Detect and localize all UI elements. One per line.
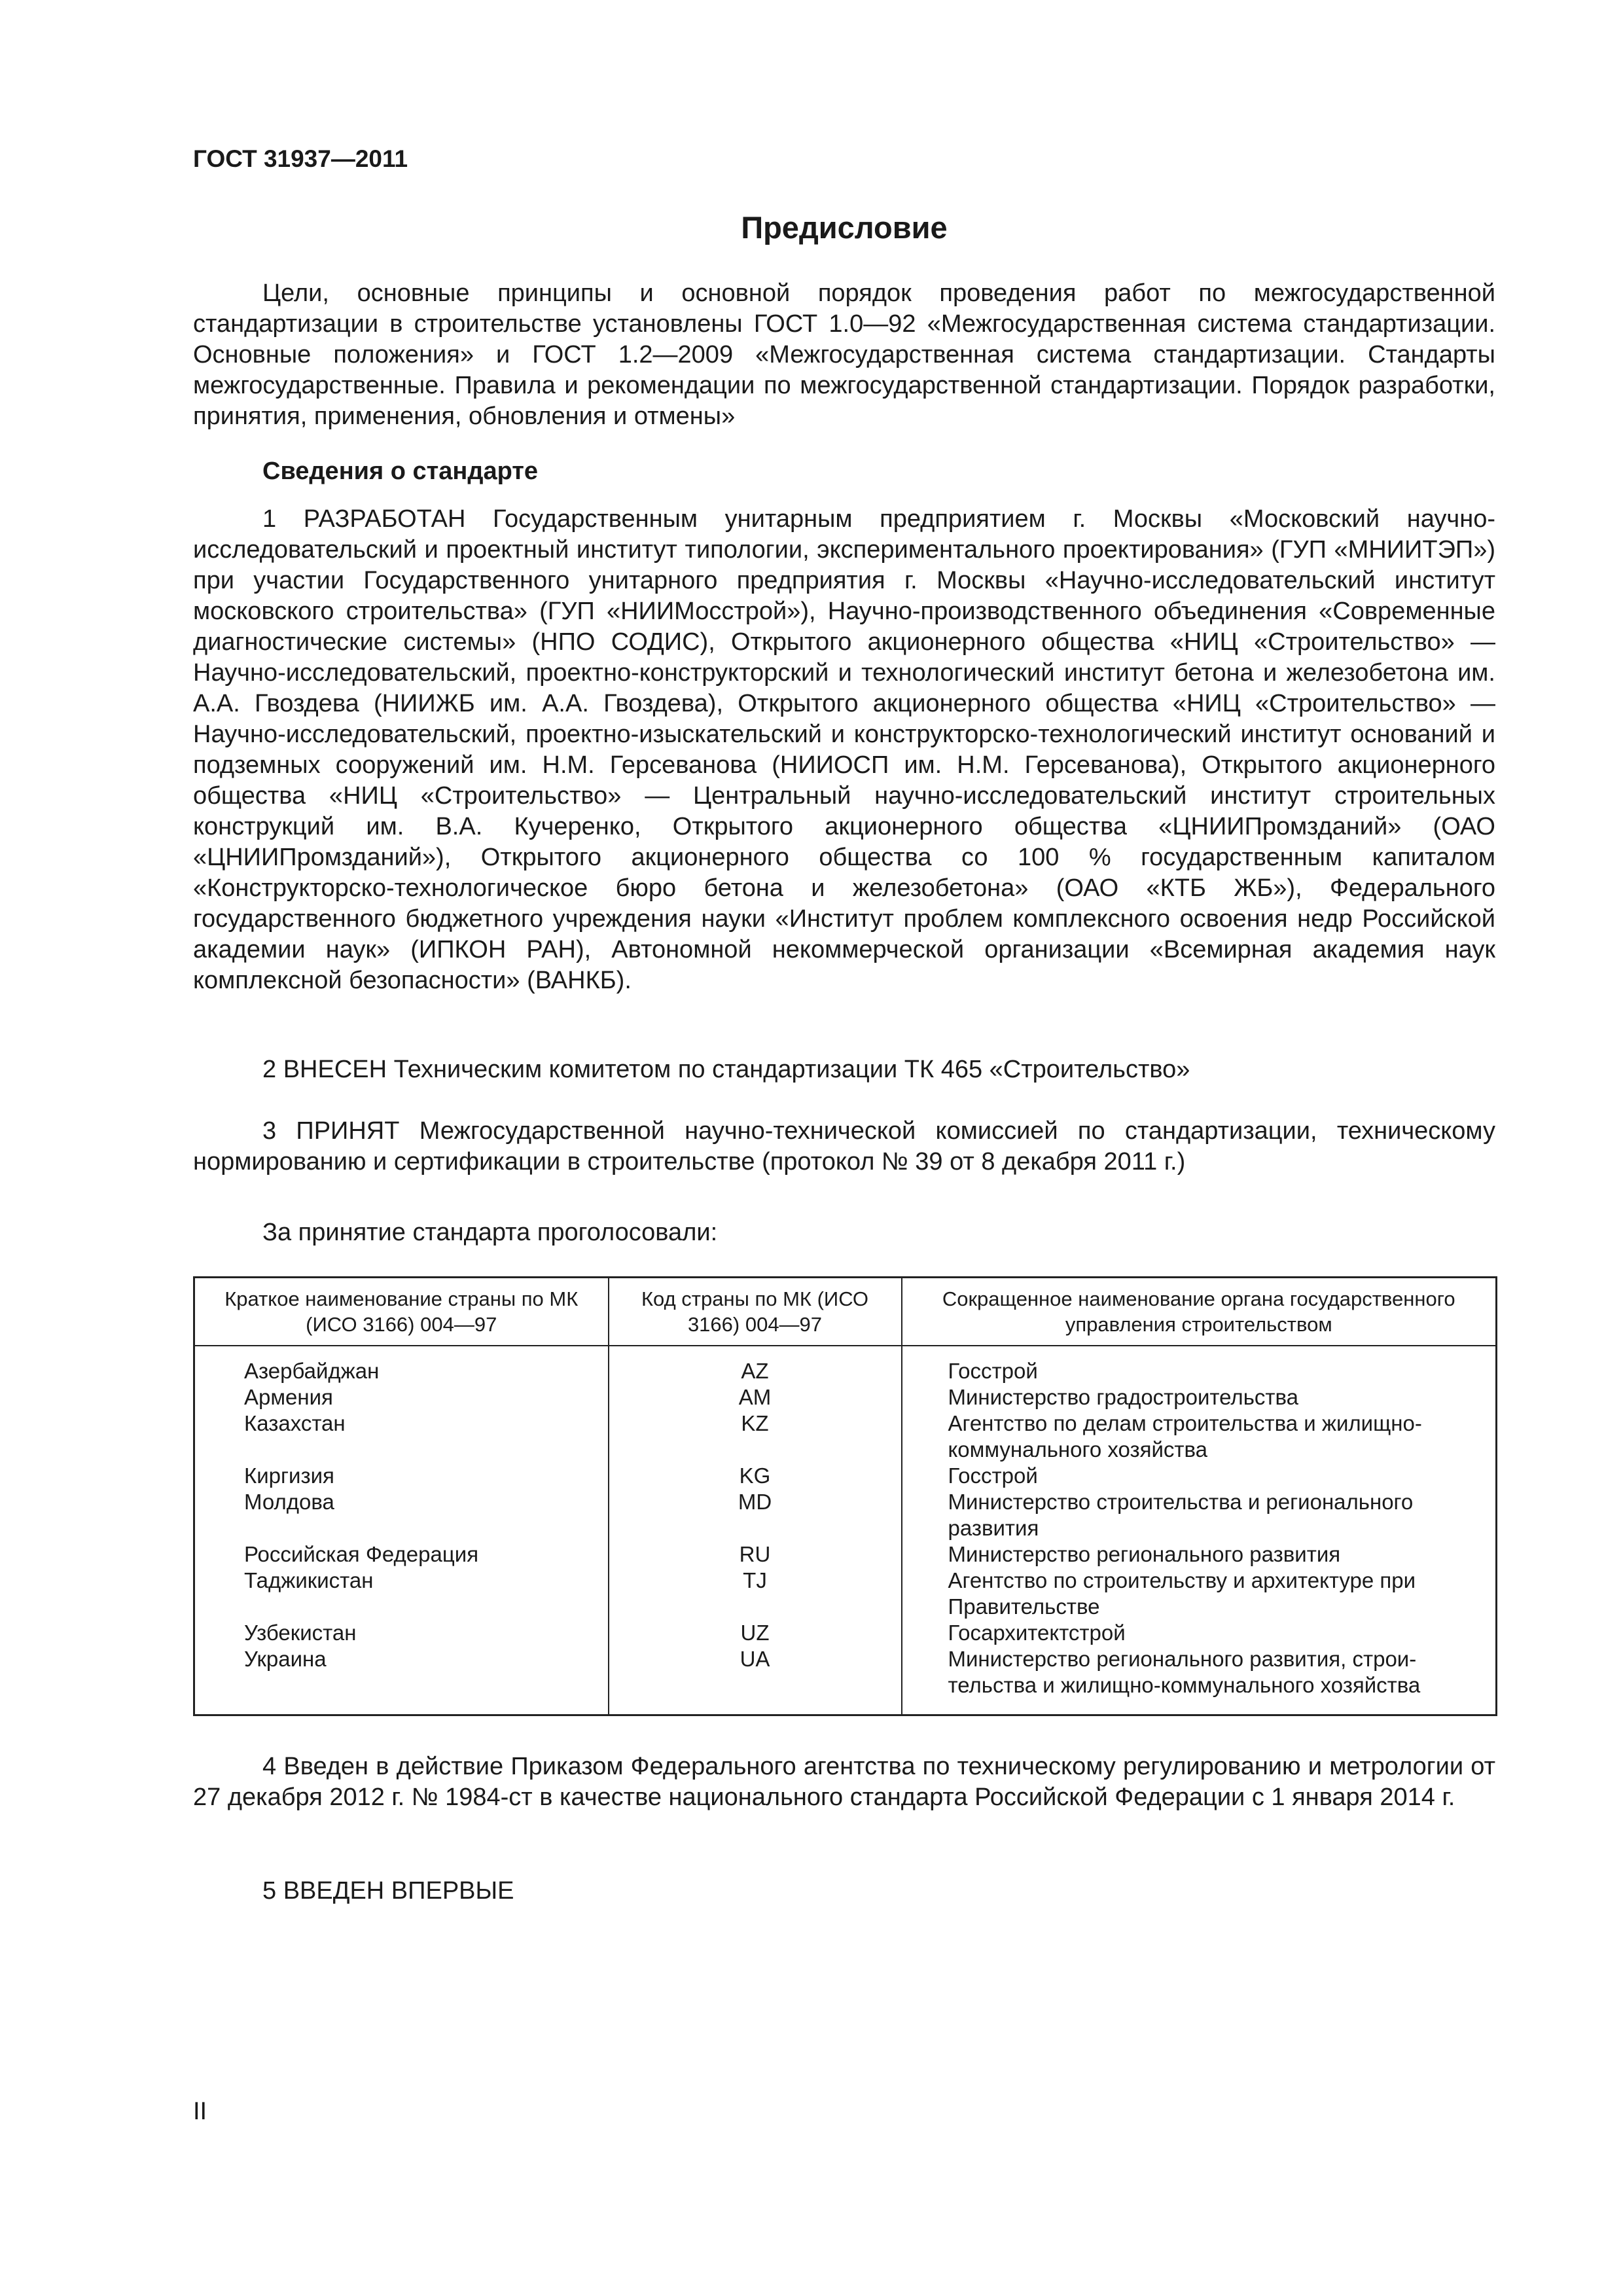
- country-name: Киргизия: [244, 1463, 334, 1488]
- authority-name-cont: коммунального хозяйства: [948, 1437, 1208, 1462]
- country-code: UZ: [740, 1621, 770, 1645]
- item5-block: [193, 1876, 1495, 1907]
- spacer: [195, 1594, 608, 1620]
- header-country-code: Код страны по МК (ИСО 3166) 004—97: [609, 1278, 902, 1346]
- spacer: [609, 1437, 901, 1463]
- intro-block: [193, 278, 1495, 432]
- country-name: Узбекистан: [244, 1621, 357, 1645]
- authority-name: Министерство регионального развития: [948, 1542, 1341, 1566]
- country-name: Армения: [244, 1385, 333, 1409]
- country-code: TJ: [743, 1568, 767, 1592]
- intro-paragraph: Цели, основные принципы и основной порядок проведения работ по межгосударственной стандартизации в строительстве установлены ГОСТ 1.0—92 «Межгосударственная система стандартизации. Основные положения» и ГОСТ 1.2—2009 «Межгосударственная система стандартизации. Стандарты межгосударственные. Правила и рекомендации по межгосударственной стандартизации. Порядок разработки, принятия, применения, обновления и отмены»: [193, 279, 1495, 430]
- header-authority: Сокращенное наименование органа государственного управления строительством: [902, 1278, 1497, 1346]
- authority-column: [902, 1346, 1497, 1715]
- authority-name: Министерство градостроительства: [948, 1385, 1299, 1409]
- country-code: KZ: [741, 1411, 769, 1435]
- header-country-name: Краткое наименование страны по МК (ИСО 3166) 004—97: [194, 1278, 609, 1346]
- table-header-row: [194, 1278, 1497, 1346]
- authority-name: Министерство строительства и регионального: [948, 1490, 1414, 1514]
- country-name: Молдова: [244, 1490, 334, 1514]
- document-code: ГОСТ 31937—2011: [193, 145, 408, 172]
- country-code: UA: [740, 1647, 770, 1671]
- voting-countries-table: [193, 1276, 1497, 1716]
- country-code: AZ: [741, 1359, 769, 1383]
- spacer: [195, 1437, 608, 1463]
- country-name: Таджикистан: [244, 1568, 374, 1592]
- subheading-block: [193, 456, 1495, 487]
- authority-name-cont: Правительстве: [948, 1594, 1100, 1619]
- authority-name: Госархитектстрой: [948, 1621, 1126, 1645]
- spacer: [609, 1594, 901, 1620]
- country-code: AM: [738, 1385, 772, 1409]
- page-title: Предисловие: [741, 210, 948, 245]
- country-code: RU: [739, 1542, 771, 1566]
- item-3-adopted: 3 ПРИНЯТ Межгосударственной научно-технической комиссией по стандартизации, техническому нормированию и сертификации в строительстве (протокол № 39 от 8 декабря 2011 г.): [193, 1117, 1495, 1175]
- country-code: MD: [738, 1490, 772, 1514]
- country-name: Российская Федерация: [244, 1542, 479, 1566]
- section-subheading: Сведения о стандарте: [262, 457, 539, 485]
- authority-name: Агентство по делам строительства и жилищно-: [948, 1411, 1422, 1435]
- item2-block: [193, 1054, 1495, 1085]
- item-4-effective: 4 Введен в действие Приказом Федерального агентства по техническому регулированию и метрологии от 27 декабря 2012 г. № 1984-ст в качестве национального стандарта Российской Федерации с 1 января 2014 г.: [193, 1753, 1495, 1811]
- authority-name: Министерство регионального развития, строи-: [948, 1647, 1417, 1671]
- item1-block: [193, 504, 1495, 996]
- spacer: [609, 1515, 901, 1541]
- table-body-row: [194, 1346, 1497, 1715]
- item-5-first-introduced: 5 ВВЕДЕН ВПЕРВЫЕ: [262, 1877, 514, 1905]
- item-1-developed: 1 РАЗРАБОТАН Государственным унитарным предприятием г. Москвы «Московский научно-исследовательский и проектный институт типологии, экспериментального проектирования» (ГУП «МНИИТЭП») при участии Государственного унитарного предприятия г. Москвы «Научно-исследовательский институт московского строительства» (ГУП «НИИМосстрой»), Научно-производственного объединения «Современные диагностические системы» (НПО СОДИС), Открытого акционерного общества «НИЦ «Строительство» — Научно-исследовательский, проектно-конструкторский и технологический институт бетона и железобетона им. А.А. Гвоздева (НИИЖБ им. А.А. Гвоздева), Открытого акционерного общества «НИЦ «Строительство» — Научно-исследовательский, проектно-изыскательский и конструкторско-технологический институт оснований и подземных сооружений им. Н.М. Герсеванова (НИИОСП им. Н.М. Герсеванова), Открытого акционерного общества «НИЦ «Строительство» — Центральный научно-исследовательский институт строительных конструкций им. В.А. Кучеренко, Открытого акционерного общества «ЦНИИПромзданий» (ОАО «ЦНИИПромзданий»), Открытого акционерного общества со 100 % государственным капиталом «Конструкторско-технологическое бюро бетона и железобетона» (ОАО «КТБ ЖБ»), Федерального государственного бюджетного учреждения науки «Институт проблем комплексного освоения недр Российской академии наук» (ИПКОН РАН), Автономной некоммерческой организации «Всемирная академия наук комплексной безопасности» (ВАНКБ).: [193, 505, 1495, 994]
- vote-intro: За принятие стандарта проголосовали:: [262, 1219, 718, 1246]
- item-2-submitted: 2 ВНЕСЕН Техническим комитетом по стандартизации ТК 465 «Строительство»: [262, 1056, 1190, 1083]
- vote-intro-block: [193, 1217, 1495, 1248]
- country-name: Украина: [244, 1647, 327, 1671]
- country-column: [194, 1346, 609, 1715]
- item4-block: [193, 1751, 1495, 1813]
- authority-name: Агентство по строительству и архитектуре при: [948, 1568, 1416, 1592]
- authority-name: Госстрой: [948, 1359, 1038, 1383]
- code-column: [609, 1346, 902, 1715]
- authority-name: Госстрой: [948, 1463, 1038, 1488]
- country-code: KG: [739, 1463, 771, 1488]
- spacer: [195, 1515, 608, 1541]
- country-name: Азербайджан: [244, 1359, 380, 1383]
- country-name: Казахстан: [244, 1411, 346, 1435]
- authority-name-cont: развития: [948, 1516, 1039, 1540]
- item3-block: [193, 1116, 1495, 1177]
- page-number: II: [193, 2098, 207, 2125]
- authority-name-cont: тельства и жилищно-коммунального хозяйства: [948, 1673, 1421, 1697]
